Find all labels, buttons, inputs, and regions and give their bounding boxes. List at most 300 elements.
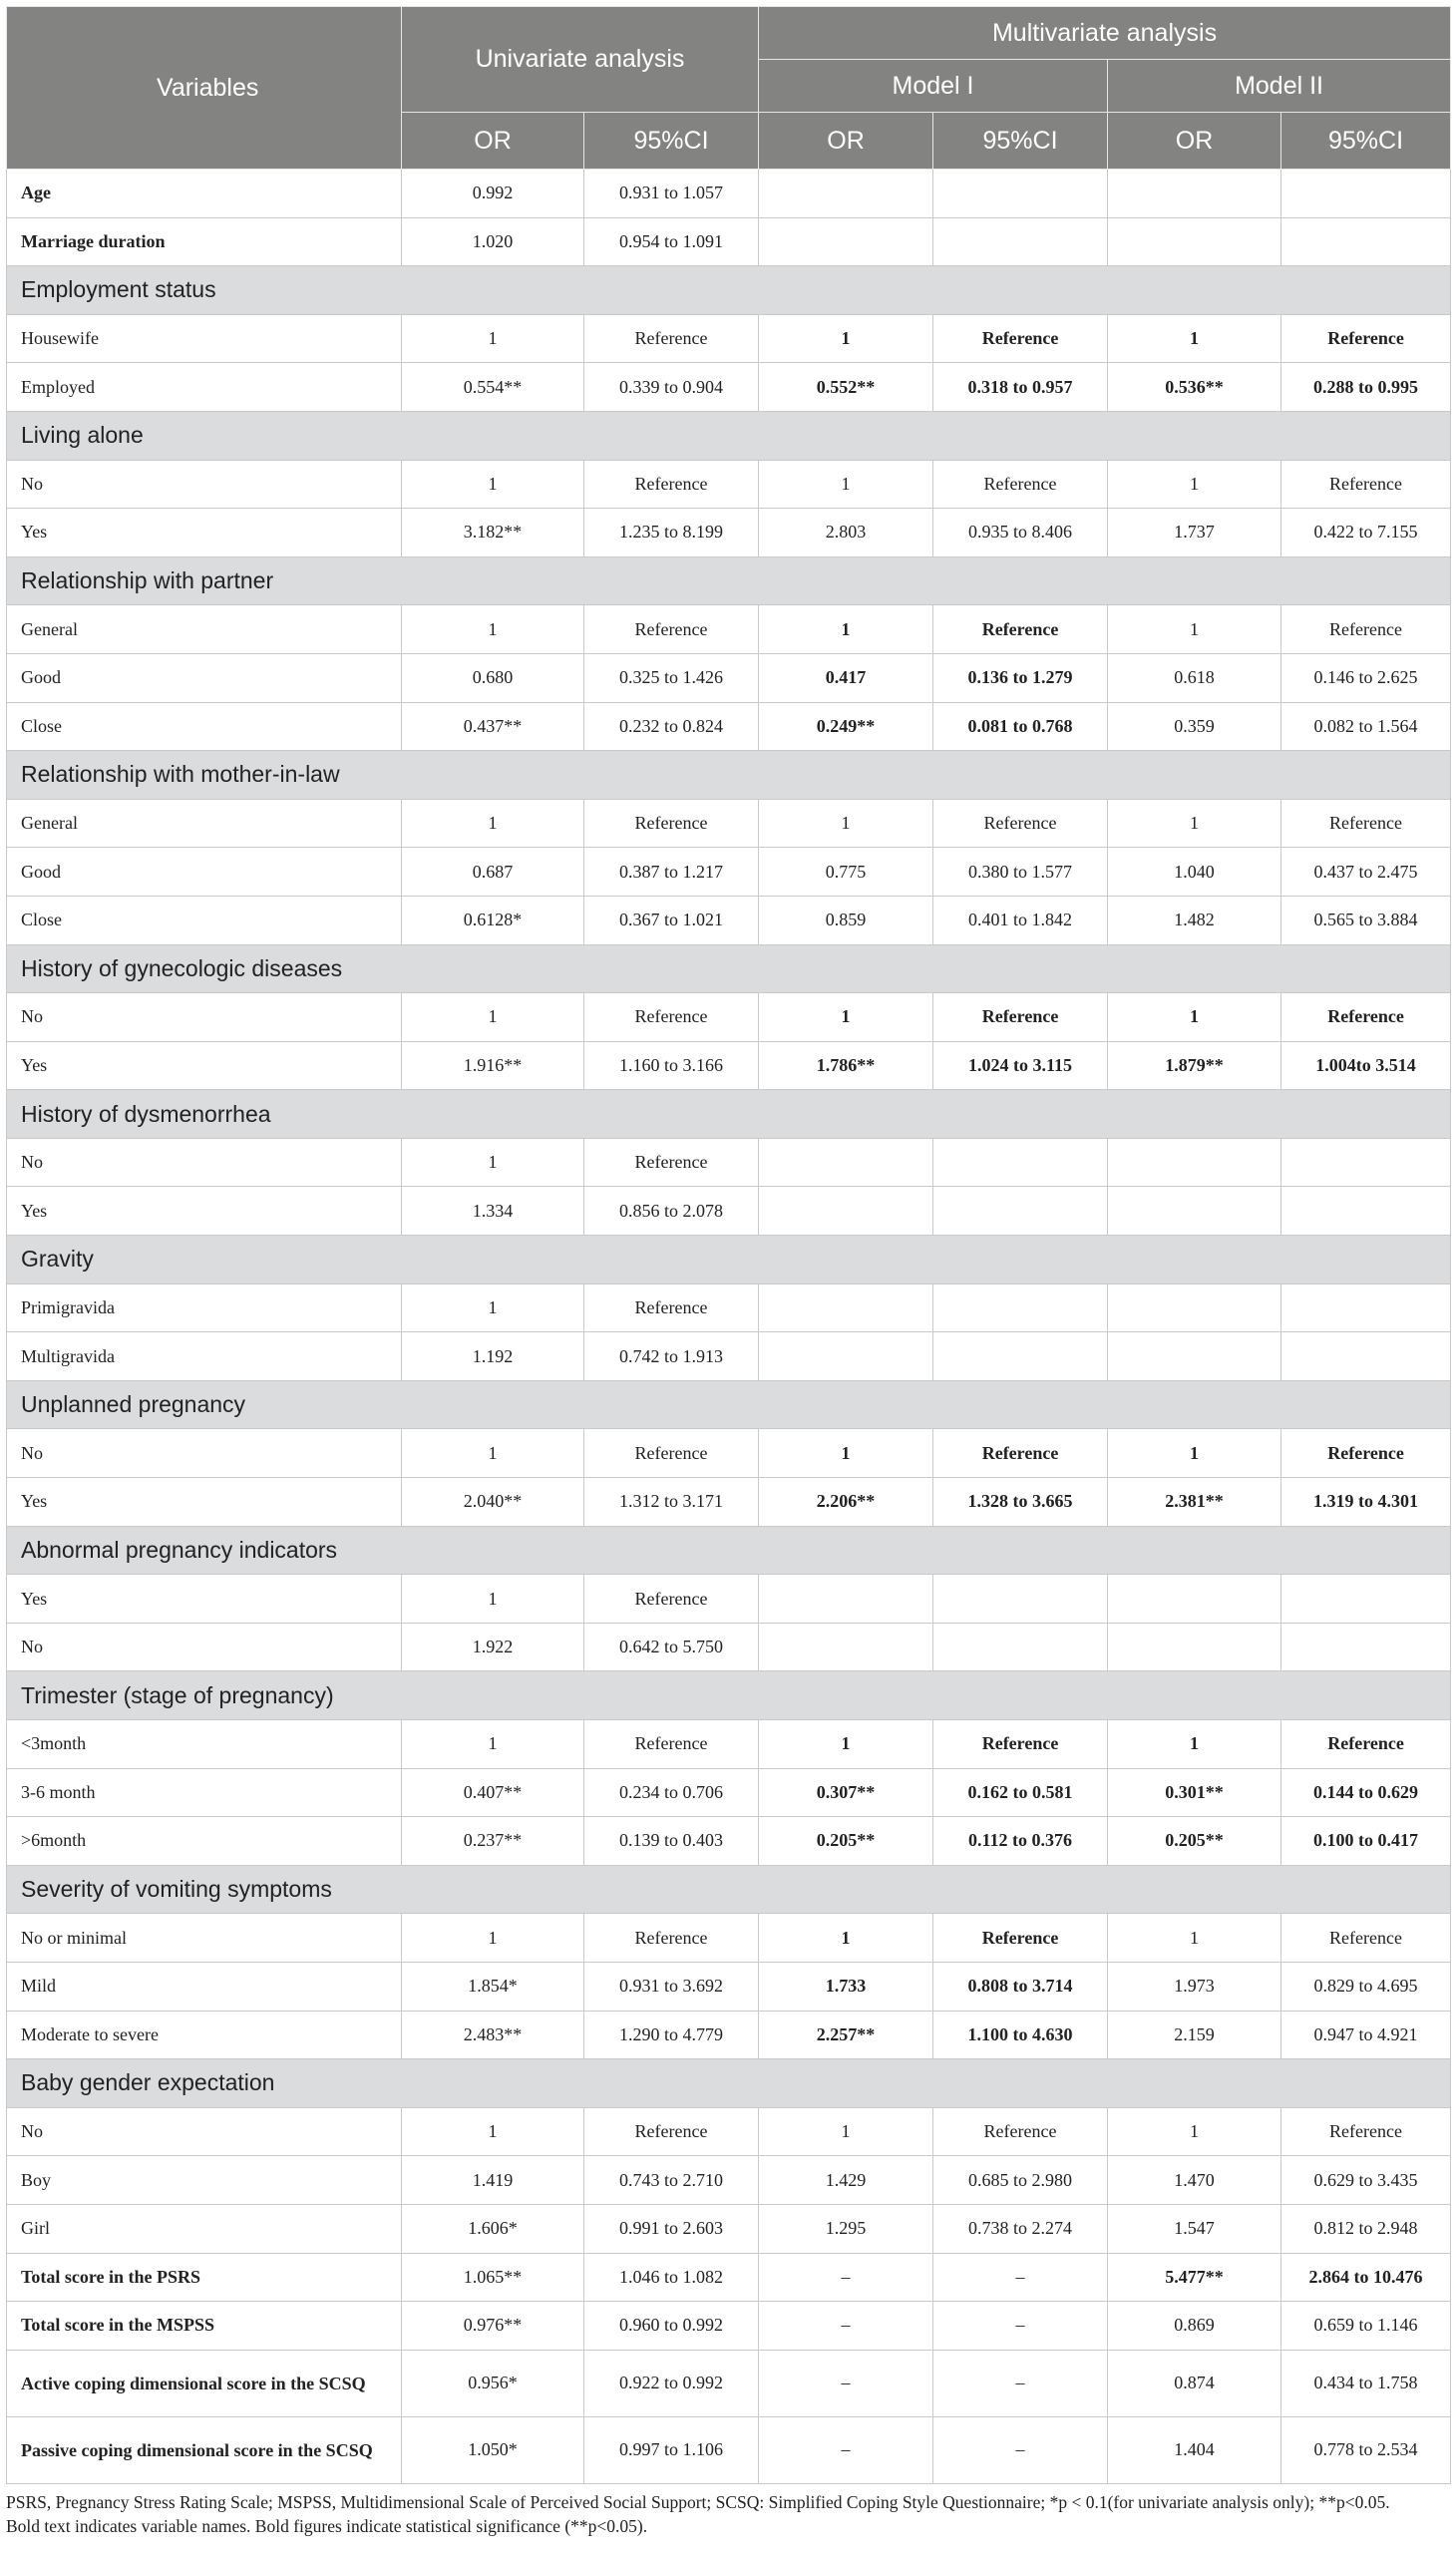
model2-or-cell: 1 <box>1108 460 1281 509</box>
variable-label: Total score in the MSPSS <box>7 2302 402 2351</box>
model1-ci-cell: 0.935 to 8.406 <box>933 509 1108 557</box>
univariate-ci-cell: 1.160 to 3.166 <box>584 1041 759 1090</box>
model1-or-cell: – <box>759 2253 933 2302</box>
model2-ci-cell <box>1281 1283 1451 1332</box>
table-row <box>7 1138 1451 1187</box>
table-row <box>7 848 1451 897</box>
variable-label: >6month <box>7 1817 402 1866</box>
model2-or-cell: 1 <box>1108 314 1281 363</box>
model2-ci-cell: Reference <box>1281 799 1451 848</box>
model2-or-cell: 1.482 <box>1108 896 1281 944</box>
section-label: Unplanned pregnancy <box>7 1380 1451 1429</box>
univariate-or-cell: 1 <box>402 1283 584 1332</box>
section-label: Employment status <box>7 266 1451 315</box>
section-row <box>7 751 1451 800</box>
model1-or-cell: 0.775 <box>759 848 933 897</box>
section-label: Living alone <box>7 411 1451 460</box>
model1-ci-cell <box>933 1283 1108 1332</box>
univariate-ci-cell: 0.997 to 1.106 <box>584 2416 759 2483</box>
model1-ci-cell: 0.380 to 1.577 <box>933 848 1108 897</box>
variable-label: Yes <box>7 1041 402 1090</box>
univariate-ci-cell: 1.290 to 4.779 <box>584 2011 759 2059</box>
model1-or-cell: 1 <box>759 314 933 363</box>
model1-ci-cell: Reference <box>933 1429 1108 1478</box>
section-label: Relationship with partner <box>7 556 1451 605</box>
univariate-or-cell: 1 <box>402 1138 584 1187</box>
univariate-or-cell: 1 <box>402 1720 584 1769</box>
model2-ci-cell: Reference <box>1281 460 1451 509</box>
univariate-ci-cell: 0.742 to 1.913 <box>584 1332 759 1381</box>
variable-label: Moderate to severe <box>7 2011 402 2059</box>
model1-or-cell: 2.206** <box>759 1478 933 1527</box>
variable-label: Good <box>7 848 402 897</box>
regression-table <box>6 6 1451 2484</box>
table-row <box>7 2107 1451 2156</box>
table-row <box>7 460 1451 509</box>
univariate-or-cell: 1 <box>402 2107 584 2156</box>
model2-or-cell <box>1108 1623 1281 1671</box>
univariate-ci-cell: Reference <box>584 1575 759 1624</box>
table-row <box>7 2156 1451 2205</box>
section-row <box>7 1671 1451 1720</box>
model1-ci-cell <box>933 1332 1108 1381</box>
univariate-or-cell: 1 <box>402 799 584 848</box>
variable-label: General <box>7 799 402 848</box>
model1-ci-cell: – <box>933 2416 1108 2483</box>
univariate-ci-cell: 1.312 to 3.171 <box>584 1478 759 1527</box>
section-label: Trimester (stage of pregnancy) <box>7 1671 1451 1720</box>
univariate-ci-cell: Reference <box>584 605 759 654</box>
model1-or-cell: – <box>759 2416 933 2483</box>
variable-label: Primigravida <box>7 1283 402 1332</box>
univariate-ci-cell: 0.960 to 0.992 <box>584 2302 759 2351</box>
univariate-or-cell: 1 <box>402 314 584 363</box>
model1-ci-cell: 0.136 to 1.279 <box>933 653 1108 702</box>
section-label: History of dysmenorrhea <box>7 1090 1451 1139</box>
model1-or-cell <box>759 1623 933 1671</box>
model2-ci-cell <box>1281 1332 1451 1381</box>
model1-ci-cell: Reference <box>933 605 1108 654</box>
model1-ci-cell: Reference <box>933 314 1108 363</box>
model2-ci-cell: 0.288 to 0.995 <box>1281 363 1451 412</box>
model2-ci-cell <box>1281 1187 1451 1236</box>
model2-ci-cell: 0.434 to 1.758 <box>1281 2350 1451 2416</box>
model1-ci-cell: 0.081 to 0.768 <box>933 702 1108 751</box>
model1-or-cell: 1.429 <box>759 2156 933 2205</box>
table-row <box>7 1041 1451 1090</box>
section-row <box>7 1380 1451 1429</box>
variable-label: Close <box>7 896 402 944</box>
section-row <box>7 1526 1451 1575</box>
univariate-or-cell: 0.687 <box>402 848 584 897</box>
model1-ci-cell <box>933 1138 1108 1187</box>
section-row <box>7 1090 1451 1139</box>
univariate-ci-cell: Reference <box>584 1429 759 1478</box>
variable-label: Yes <box>7 1187 402 1236</box>
table-row <box>7 1187 1451 1236</box>
model1-ci-cell: Reference <box>933 460 1108 509</box>
univariate-or-cell: 1.419 <box>402 2156 584 2205</box>
model1-or-cell <box>759 1138 933 1187</box>
variable-label: Active coping dimensional score in the SCSQ <box>7 2350 402 2416</box>
model1-ci-cell <box>933 217 1108 266</box>
model1-or-cell: 1 <box>759 1914 933 1963</box>
model2-or-cell <box>1108 1332 1281 1381</box>
section-label: Abnormal pregnancy indicators <box>7 1526 1451 1575</box>
model2-or-cell: 0.301** <box>1108 1768 1281 1817</box>
model1-or-cell: 0.307** <box>759 1768 933 1817</box>
model1-or-cell: 1 <box>759 605 933 654</box>
table-row <box>7 799 1451 848</box>
table-row <box>7 1768 1451 1817</box>
model1-or-cell: 1 <box>759 1720 933 1769</box>
univariate-or-cell: 1.922 <box>402 1623 584 1671</box>
model2-ci-cell: 1.004to 3.514 <box>1281 1041 1451 1090</box>
model2-or-cell: 5.477** <box>1108 2253 1281 2302</box>
model1-ci-cell: 1.328 to 3.665 <box>933 1478 1108 1527</box>
model1-or-cell <box>759 1332 933 1381</box>
section-row <box>7 556 1451 605</box>
model2-ci-cell: Reference <box>1281 314 1451 363</box>
multivariate-header: Multivariate analysis <box>759 7 1451 60</box>
univariate-ci-cell: 1.046 to 1.082 <box>584 2253 759 2302</box>
variable-label: No <box>7 2107 402 2156</box>
variable-label: Passive coping dimensional score in the SCSQ <box>7 2416 402 2483</box>
model1-or-cell: 0.417 <box>759 653 933 702</box>
univariate-ci-header: 95%CI <box>584 113 759 170</box>
model1-ci-header: 95%CI <box>933 113 1108 170</box>
model1-header: Model I <box>759 60 1108 113</box>
univariate-or-cell: 1.192 <box>402 1332 584 1381</box>
model1-or-cell: 2.257** <box>759 2011 933 2059</box>
univariate-ci-cell: Reference <box>584 799 759 848</box>
table-body <box>7 170 1451 2484</box>
variable-label: Multigravida <box>7 1332 402 1381</box>
model2-ci-cell: 0.100 to 0.417 <box>1281 1817 1451 1866</box>
section-row <box>7 1236 1451 1284</box>
section-label: Severity of vomiting symptoms <box>7 1865 1451 1914</box>
table-row <box>7 2253 1451 2302</box>
univariate-ci-cell: 0.931 to 3.692 <box>584 1962 759 2011</box>
table-row <box>7 217 1451 266</box>
univariate-header: Univariate analysis <box>402 7 759 113</box>
table-header <box>7 7 1451 170</box>
model1-ci-cell: 0.162 to 0.581 <box>933 1768 1108 1817</box>
model2-or-cell: 1.547 <box>1108 2204 1281 2253</box>
model2-or-cell <box>1108 1283 1281 1332</box>
table-row <box>7 2204 1451 2253</box>
model2-or-cell: 1.973 <box>1108 1962 1281 2011</box>
model2-ci-cell <box>1281 217 1451 266</box>
variable-label: Total score in the PSRS <box>7 2253 402 2302</box>
univariate-ci-cell: 0.743 to 2.710 <box>584 2156 759 2205</box>
univariate-ci-cell: 0.931 to 1.057 <box>584 170 759 218</box>
variable-label: Boy <box>7 2156 402 2205</box>
model2-ci-cell: Reference <box>1281 1914 1451 1963</box>
model2-ci-cell: 0.947 to 4.921 <box>1281 2011 1451 2059</box>
section-label: Gravity <box>7 1236 1451 1284</box>
section-label: History of gynecologic diseases <box>7 944 1451 993</box>
univariate-or-cell: 1 <box>402 1575 584 1624</box>
model1-ci-cell: Reference <box>933 799 1108 848</box>
model2-or-cell: 0.359 <box>1108 702 1281 751</box>
model1-ci-cell: – <box>933 2350 1108 2416</box>
univariate-or-cell: 1 <box>402 1914 584 1963</box>
univariate-or-cell: 0.992 <box>402 170 584 218</box>
variable-label: Yes <box>7 1478 402 1527</box>
model2-header: Model II <box>1108 60 1451 113</box>
model2-or-header: OR <box>1108 113 1281 170</box>
table-row <box>7 1478 1451 1527</box>
model2-ci-cell <box>1281 1575 1451 1624</box>
model2-or-cell: 1.404 <box>1108 2416 1281 2483</box>
model2-ci-cell: 0.829 to 4.695 <box>1281 1962 1451 2011</box>
variables-header: Variables <box>7 7 402 170</box>
univariate-ci-cell: 0.954 to 1.091 <box>584 217 759 266</box>
univariate-or-cell: 1.606* <box>402 2204 584 2253</box>
model1-or-header: OR <box>759 113 933 170</box>
univariate-or-cell: 3.182** <box>402 509 584 557</box>
model2-ci-cell: Reference <box>1281 1429 1451 1478</box>
model2-ci-cell <box>1281 1138 1451 1187</box>
model2-ci-cell: Reference <box>1281 605 1451 654</box>
table-row <box>7 2416 1451 2483</box>
univariate-ci-cell: 0.387 to 1.217 <box>584 848 759 897</box>
model1-or-cell: 1 <box>759 799 933 848</box>
univariate-or-cell: 1 <box>402 993 584 1042</box>
model2-or-cell: 0.869 <box>1108 2302 1281 2351</box>
variable-label: Yes <box>7 509 402 557</box>
univariate-or-cell: 1.916** <box>402 1041 584 1090</box>
model1-or-cell <box>759 1187 933 1236</box>
model1-or-cell: 1 <box>759 460 933 509</box>
table-row <box>7 2011 1451 2059</box>
model1-or-cell: – <box>759 2350 933 2416</box>
model1-or-cell: 0.552** <box>759 363 933 412</box>
model2-or-cell <box>1108 1187 1281 1236</box>
model1-or-cell: 0.859 <box>759 896 933 944</box>
variable-label: Housewife <box>7 314 402 363</box>
univariate-ci-cell: 0.139 to 0.403 <box>584 1817 759 1866</box>
model2-or-cell: 1 <box>1108 799 1281 848</box>
model1-or-cell: 1 <box>759 2107 933 2156</box>
model2-ci-cell: 1.319 to 4.301 <box>1281 1478 1451 1527</box>
univariate-ci-cell: Reference <box>584 1720 759 1769</box>
model1-ci-cell: 0.738 to 2.274 <box>933 2204 1108 2253</box>
model2-ci-cell: Reference <box>1281 993 1451 1042</box>
model2-or-cell: 1 <box>1108 1914 1281 1963</box>
variable-label: Marriage duration <box>7 217 402 266</box>
model1-ci-cell: Reference <box>933 993 1108 1042</box>
table-row <box>7 1575 1451 1624</box>
univariate-or-cell: 1.050* <box>402 2416 584 2483</box>
model1-ci-cell: Reference <box>933 1720 1108 1769</box>
model2-or-cell: 1 <box>1108 1429 1281 1478</box>
univariate-ci-cell: 0.339 to 0.904 <box>584 363 759 412</box>
univariate-or-cell: 0.976** <box>402 2302 584 2351</box>
variable-label: Yes <box>7 1575 402 1624</box>
univariate-or-cell: 1 <box>402 1429 584 1478</box>
univariate-ci-cell: 1.235 to 8.199 <box>584 509 759 557</box>
model2-or-cell: 1.470 <box>1108 2156 1281 2205</box>
section-row <box>7 944 1451 993</box>
model2-or-cell: 1.737 <box>1108 509 1281 557</box>
model2-ci-cell: 0.144 to 0.629 <box>1281 1768 1451 1817</box>
univariate-or-cell: 0.680 <box>402 653 584 702</box>
model1-ci-cell: – <box>933 2302 1108 2351</box>
table-row <box>7 702 1451 751</box>
table-row <box>7 2350 1451 2416</box>
table-row <box>7 314 1451 363</box>
model2-ci-cell: 0.812 to 2.948 <box>1281 2204 1451 2253</box>
variable-label: No <box>7 1623 402 1671</box>
univariate-or-cell: 1.334 <box>402 1187 584 1236</box>
table-row <box>7 1817 1451 1866</box>
model2-ci-cell <box>1281 170 1451 218</box>
univariate-ci-cell: Reference <box>584 2107 759 2156</box>
model1-or-cell: 1.786** <box>759 1041 933 1090</box>
model1-ci-cell: Reference <box>933 2107 1108 2156</box>
table-row <box>7 1623 1451 1671</box>
univariate-or-cell: 1 <box>402 605 584 654</box>
footnote-line-2: Bold text indicates variable names. Bold figures indicate statistical significance (**p<0.05). <box>6 2515 648 2536</box>
model1-or-cell: 2.803 <box>759 509 933 557</box>
model1-ci-cell: 0.401 to 1.842 <box>933 896 1108 944</box>
variable-label: Employed <box>7 363 402 412</box>
univariate-ci-cell: Reference <box>584 460 759 509</box>
univariate-or-cell: 0.554** <box>402 363 584 412</box>
variable-label: Good <box>7 653 402 702</box>
univariate-or-cell: 1 <box>402 460 584 509</box>
table-row <box>7 170 1451 218</box>
univariate-ci-cell: Reference <box>584 1138 759 1187</box>
model2-or-cell: 1 <box>1108 993 1281 1042</box>
model2-or-cell: 0.618 <box>1108 653 1281 702</box>
univariate-ci-cell: 0.922 to 0.992 <box>584 2350 759 2416</box>
model2-ci-cell: 0.437 to 2.475 <box>1281 848 1451 897</box>
table-row <box>7 605 1451 654</box>
footnote-line-1: PSRS, Pregnancy Stress Rating Scale; MSPSS, Multidimensional Scale of Perceived Social Support; SCSQ: Simplified Coping Style Questionnaire; *p < 0.1(for univariate analysis only); **p<0.05. <box>6 2491 1390 2512</box>
table-row <box>7 1429 1451 1478</box>
variable-label: 3-6 month <box>7 1768 402 1817</box>
model1-or-cell <box>759 1575 933 1624</box>
section-row <box>7 1865 1451 1914</box>
table-row <box>7 896 1451 944</box>
model1-ci-cell <box>933 170 1108 218</box>
model2-ci-cell <box>1281 1623 1451 1671</box>
univariate-ci-cell: 0.856 to 2.078 <box>584 1187 759 1236</box>
model2-ci-cell: 0.422 to 7.155 <box>1281 509 1451 557</box>
model1-or-cell: 1.733 <box>759 1962 933 2011</box>
model2-ci-cell: 0.565 to 3.884 <box>1281 896 1451 944</box>
model2-ci-cell: 0.629 to 3.435 <box>1281 2156 1451 2205</box>
model2-or-cell: 0.874 <box>1108 2350 1281 2416</box>
model1-or-cell: 0.249** <box>759 702 933 751</box>
model1-ci-cell: 1.100 to 4.630 <box>933 2011 1108 2059</box>
model2-or-cell: 1 <box>1108 605 1281 654</box>
variable-label: Mild <box>7 1962 402 2011</box>
model2-or-cell: 0.205** <box>1108 1817 1281 1866</box>
univariate-ci-cell: 0.232 to 0.824 <box>584 702 759 751</box>
model1-ci-cell: Reference <box>933 1914 1108 1963</box>
table-row <box>7 2302 1451 2351</box>
variable-label: Close <box>7 702 402 751</box>
model1-or-cell: – <box>759 2302 933 2351</box>
univariate-or-cell: 1.854* <box>402 1962 584 2011</box>
model1-or-cell <box>759 1283 933 1332</box>
model2-or-cell <box>1108 170 1281 218</box>
univariate-ci-cell: Reference <box>584 993 759 1042</box>
univariate-ci-cell: Reference <box>584 1283 759 1332</box>
model2-ci-cell: Reference <box>1281 2107 1451 2156</box>
model1-ci-cell: 0.808 to 3.714 <box>933 1962 1108 2011</box>
model2-or-cell <box>1108 1138 1281 1187</box>
model1-or-cell: 1 <box>759 1429 933 1478</box>
section-label: Relationship with mother-in-law <box>7 751 1451 800</box>
model2-ci-cell: 0.082 to 1.564 <box>1281 702 1451 751</box>
variable-label: Age <box>7 170 402 218</box>
table-row <box>7 1332 1451 1381</box>
section-label: Baby gender expectation <box>7 2059 1451 2108</box>
univariate-ci-cell: 0.325 to 1.426 <box>584 653 759 702</box>
model1-or-cell: 1.295 <box>759 2204 933 2253</box>
univariate-or-header: OR <box>402 113 584 170</box>
table-footnote <box>6 2490 1450 2538</box>
univariate-or-cell: 0.437** <box>402 702 584 751</box>
variable-label: Girl <box>7 2204 402 2253</box>
univariate-ci-cell: Reference <box>584 1914 759 1963</box>
univariate-or-cell: 2.040** <box>402 1478 584 1527</box>
table-row <box>7 1283 1451 1332</box>
table-row <box>7 1914 1451 1963</box>
model1-or-cell <box>759 170 933 218</box>
univariate-ci-cell: 0.642 to 5.750 <box>584 1623 759 1671</box>
variable-label: <3month <box>7 1720 402 1769</box>
univariate-ci-cell: Reference <box>584 314 759 363</box>
section-row <box>7 266 1451 315</box>
model1-ci-cell: 0.112 to 0.376 <box>933 1817 1108 1866</box>
variable-label: No <box>7 1429 402 1478</box>
model1-or-cell: 0.205** <box>759 1817 933 1866</box>
model2-ci-cell: 2.864 to 10.476 <box>1281 2253 1451 2302</box>
model2-or-cell <box>1108 217 1281 266</box>
variable-label: No <box>7 1138 402 1187</box>
model2-ci-cell: 0.146 to 2.625 <box>1281 653 1451 702</box>
model2-or-cell: 1.040 <box>1108 848 1281 897</box>
model1-ci-cell: – <box>933 2253 1108 2302</box>
model2-or-cell: 1 <box>1108 1720 1281 1769</box>
model1-ci-cell: 0.685 to 2.980 <box>933 2156 1108 2205</box>
variable-label: No <box>7 460 402 509</box>
model2-ci-cell: 0.659 to 1.146 <box>1281 2302 1451 2351</box>
model2-ci-cell: Reference <box>1281 1720 1451 1769</box>
model2-or-cell: 2.381** <box>1108 1478 1281 1527</box>
univariate-or-cell: 0.6128* <box>402 896 584 944</box>
variable-label: No or minimal <box>7 1914 402 1963</box>
model2-or-cell: 1 <box>1108 2107 1281 2156</box>
univariate-or-cell: 2.483** <box>402 2011 584 2059</box>
model2-or-cell: 0.536** <box>1108 363 1281 412</box>
univariate-ci-cell: 0.367 to 1.021 <box>584 896 759 944</box>
section-row <box>7 2059 1451 2108</box>
variable-label: General <box>7 605 402 654</box>
table-row <box>7 363 1451 412</box>
model1-ci-cell <box>933 1187 1108 1236</box>
univariate-or-cell: 1.065** <box>402 2253 584 2302</box>
table-row <box>7 653 1451 702</box>
univariate-ci-cell: 0.234 to 0.706 <box>584 1768 759 1817</box>
model1-or-cell: 1 <box>759 993 933 1042</box>
